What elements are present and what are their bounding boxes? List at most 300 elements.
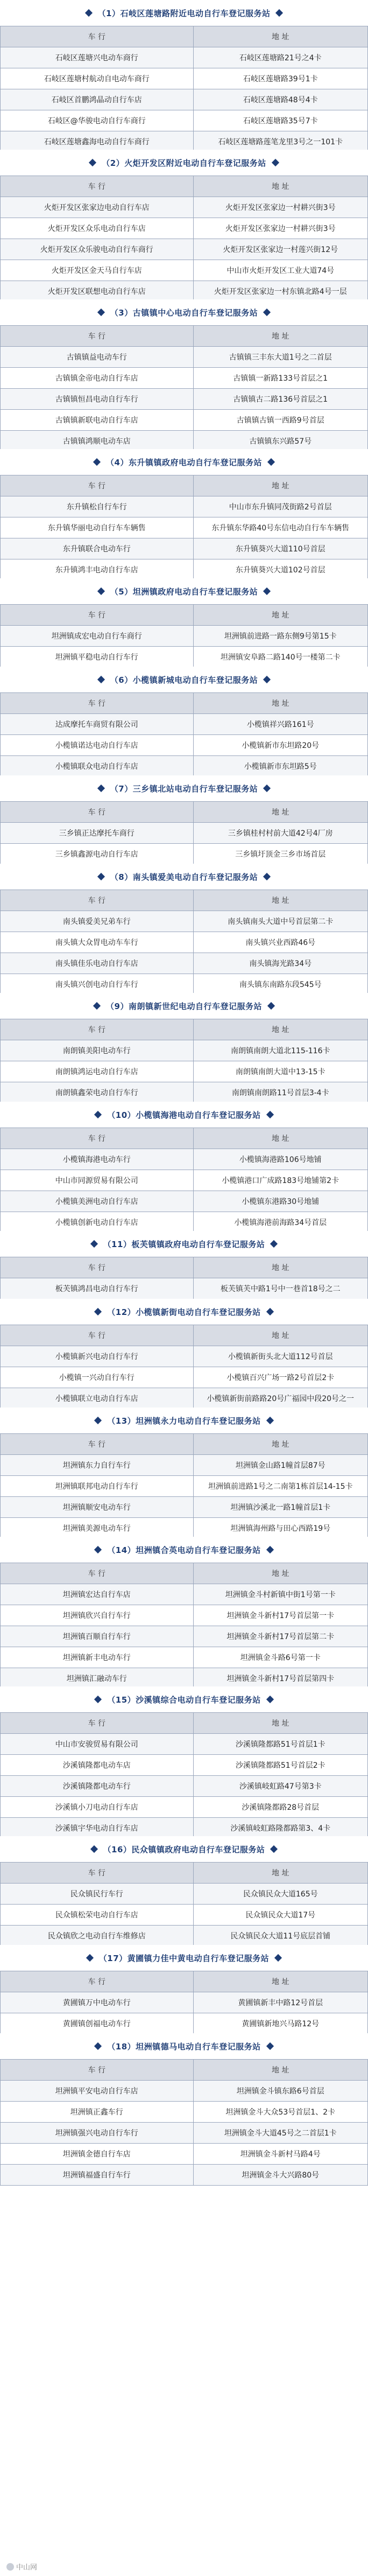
dealer-name: 石岐区@华骏电动自行车商行 [1, 110, 194, 131]
table-row [1, 844, 368, 865]
dealer-name: 南头镇佳乐电动自行车店 [1, 953, 194, 974]
diamond-icon [94, 1111, 102, 1118]
dealer-address: 小榄镇海港前海路34号首层 [193, 1212, 368, 1233]
section-title [0, 449, 368, 475]
table-row [1, 1278, 368, 1299]
section-title-text: （9）南朗镇新世纪电动自行车登记服务站 [106, 1001, 262, 1011]
dealer-name: 火炬开发区金天马自行车店 [1, 260, 194, 281]
dealer-name: 坦洲镇联邦电动自行车行 [1, 1476, 194, 1497]
station-table [0, 325, 368, 452]
table-row [1, 218, 368, 239]
service-station-section [0, 775, 368, 865]
table-row [1, 2081, 368, 2102]
section-title-text: （4）东升镇镇政府电动自行车登记服务站 [106, 457, 262, 467]
table-row [1, 1647, 368, 1668]
dealer-address: 民众镇民众大道11号底层首铺 [193, 1926, 368, 1947]
header-dealer: 车 行 [1, 802, 194, 823]
service-station-section [0, 2033, 368, 2186]
dealer-address: 三乡镇桂村村前大道42号4厂房 [193, 823, 368, 844]
dealer-name: 石岐区首鹏鸿晶动自行车店 [1, 89, 194, 110]
dealer-name: 南朗镇美阳电动车行 [1, 1040, 194, 1061]
dealer-name: 坦洲镇东力自行车行 [1, 1455, 194, 1476]
dealer-name: 民众镇民行车行 [1, 1884, 194, 1905]
dealer-address: 东升镇东华路40号东信电动自行车车辆售 [193, 517, 368, 538]
dealer-name: 坦洲镇顺安电动车行 [1, 1497, 194, 1518]
dealer-name: 石岐区莲塘兴电动车商行 [1, 47, 194, 68]
section-title-text: （11）板芙镇镇政府电动自行车登记服务站 [103, 1239, 265, 1249]
table-row [1, 131, 368, 152]
dealer-address: 黄圃镇新地兴马路12号 [193, 2013, 368, 2034]
dealer-name: 小榄镇一兴动自行车行 [1, 1367, 194, 1388]
dealer-name: 小榄镇联众电动自行车店 [1, 756, 194, 777]
header-dealer: 车 行 [1, 1563, 194, 1584]
table-row [1, 1170, 368, 1191]
service-station-section [0, 1102, 368, 1233]
dealer-address: 古镇镇古镇一西路9号首层 [193, 410, 368, 431]
diamond-icon [263, 676, 271, 683]
station-table [0, 1325, 368, 1409]
table-row [1, 368, 368, 389]
diamond-icon [266, 1417, 274, 1424]
dealer-address: 石岐区莲塘路48号4卡 [193, 89, 368, 110]
table-row [1, 1905, 368, 1926]
dealer-address: 小榄镇百兴广场一路2号首层2卡 [193, 1367, 368, 1388]
table-header-row [1, 1128, 368, 1149]
dealer-address: 沙溪镇岐虹路隆都路第3、4卡 [193, 1818, 368, 1839]
table-row [1, 1776, 368, 1797]
table-header-row [1, 176, 368, 197]
table-row [1, 110, 368, 131]
dealer-address: 小榄镇港口广成路183号地铺第2卡 [193, 1170, 368, 1191]
dealer-address: 坦洲镇安阜路二路140号一楼第二卡 [193, 647, 368, 668]
station-table [0, 890, 368, 995]
table-row [1, 911, 368, 932]
service-station-section [0, 1686, 368, 1839]
header-dealer: 车 行 [1, 475, 194, 496]
dealer-name: 民众镇欣之电动自行车维修店 [1, 1926, 194, 1947]
section-title [0, 578, 368, 604]
dealer-name: 三乡镇正达摩托车商行 [1, 823, 194, 844]
section-title-text: （13）坦洲镇永力电动自行车登记服务站 [107, 1416, 261, 1426]
section-title [0, 0, 368, 26]
diamond-icon [94, 1417, 102, 1424]
header-dealer: 车 行 [1, 1325, 194, 1346]
diamond-icon [90, 1845, 97, 1853]
dealer-address: 南朗镇南朗大道北115-116卡 [193, 1040, 368, 1061]
dealer-address: 小榄镇东港路30号地铺 [193, 1191, 368, 1212]
table-row [1, 756, 368, 777]
header-address: 地 址 [193, 1563, 368, 1584]
dealer-name: 坦洲镇宏达自行车店 [1, 1584, 194, 1605]
section-title-text: （5）坦洲镇政府电动自行车登记服务站 [110, 586, 258, 597]
dealer-address: 古镇镇东兴路57号 [193, 431, 368, 452]
dealer-name: 古镇镇金帝电动自行车店 [1, 368, 194, 389]
header-dealer: 车 行 [1, 176, 194, 197]
table-row [1, 496, 368, 517]
section-title [0, 1686, 368, 1712]
service-station-section [0, 1945, 368, 2034]
station-table [0, 1257, 368, 1299]
table-row [1, 2123, 368, 2144]
dealer-name: 坦洲镇汇融动车行 [1, 1668, 194, 1689]
dealer-name: 黄圃镇万中电动车行 [1, 1992, 194, 2013]
diamond-icon [267, 1002, 275, 1010]
dealer-address: 小榄镇新市东坦路5号 [193, 756, 368, 777]
table-row [1, 2013, 368, 2034]
dealer-name: 石岐区莲塘鑫海电动自行车商行 [1, 131, 194, 152]
table-row [1, 197, 368, 218]
diamond-icon [94, 1308, 102, 1315]
dealer-address: 东升镇葵兴大道102号首层 [193, 559, 368, 580]
table-header-row [1, 26, 368, 47]
station-table [0, 176, 368, 302]
diamond-icon [263, 785, 271, 792]
diamond-icon [97, 873, 105, 880]
dealer-address: 沙溪镇岐虹路47号第3卡 [193, 1776, 368, 1797]
dealer-address: 坦洲镇金斗新村17号首层第二卡 [193, 1626, 368, 1647]
diamond-icon [266, 2042, 274, 2050]
dealer-address: 坦洲镇金斗路6号第一卡 [193, 1647, 368, 1668]
dealer-address: 南头镇海光路34号 [193, 953, 368, 974]
dealer-address: 坦洲镇金斗新村马路4号 [193, 2144, 368, 2165]
diamond-icon [86, 1954, 94, 1962]
service-station-section [0, 1299, 368, 1409]
diamond-icon [263, 309, 271, 316]
dealer-name: 东升镇联合电动车行 [1, 538, 194, 559]
dealer-name: 坦洲镇新丰电动车行 [1, 1647, 194, 1668]
dealer-address: 石岐区莲塘路35号7卡 [193, 110, 368, 131]
table-row [1, 1367, 368, 1388]
table-header-row [1, 693, 368, 714]
dealer-name: 黄圃镇创福电动车行 [1, 2013, 194, 2034]
dealer-name: 古镇镇益电动车行 [1, 347, 194, 368]
table-row [1, 517, 368, 538]
table-row [1, 1476, 368, 1497]
table-row [1, 1626, 368, 1647]
service-station-section [0, 299, 368, 452]
diamond-icon [89, 159, 96, 166]
dealer-address: 坦洲镇金斗大兴路80号 [193, 2165, 368, 2186]
section-title [0, 1102, 368, 1128]
table-row [1, 559, 368, 580]
dealer-address: 南头镇东南路东段545号 [193, 974, 368, 995]
dealer-name: 火炬开发区联想电动自行车店 [1, 281, 194, 302]
header-dealer: 车 行 [1, 1434, 194, 1455]
table-header-row [1, 1257, 368, 1278]
dealer-name: 古镇镇新联电动自行车店 [1, 410, 194, 431]
table-row [1, 2102, 368, 2123]
header-address: 地 址 [193, 802, 368, 823]
dealer-address: 沙溪镇隆都路28号首层 [193, 1797, 368, 1818]
diamond-icon [275, 9, 283, 17]
header-dealer: 车 行 [1, 890, 194, 911]
service-station-section [0, 1408, 368, 1539]
table-row [1, 347, 368, 368]
table-row [1, 2144, 368, 2165]
table-header-row [1, 605, 368, 626]
dealer-name: 东升镇松自行车行 [1, 496, 194, 517]
dealer-address: 三乡镇圩顶金三乡市场首层 [193, 844, 368, 865]
dealer-name: 沙溪镇隆都电动车店 [1, 1755, 194, 1776]
diamond-icon [266, 1111, 274, 1118]
header-dealer: 车 行 [1, 26, 194, 47]
dealer-address: 沙溪镇隆都路51号首层2卡 [193, 1755, 368, 1776]
station-table [0, 26, 368, 152]
section-title [0, 775, 368, 801]
dealer-name: 中山市同源贸易有限公司 [1, 1170, 194, 1191]
dealer-address: 小榄镇海港路106号地铺 [193, 1149, 368, 1170]
table-row [1, 626, 368, 647]
section-title [0, 667, 368, 692]
table-row [1, 1346, 368, 1367]
diamond-icon [263, 873, 271, 880]
dealer-address: 坦洲镇金斗新村17号首层第四卡 [193, 1668, 368, 1689]
table-row [1, 281, 368, 302]
dealer-address: 石岐区莲塘路莲笔龙里3号之一101卡 [193, 131, 368, 152]
table-row [1, 1212, 368, 1233]
dealer-name: 南朗镇鸿运电动自行车店 [1, 1061, 194, 1082]
dealer-name: 坦洲镇百顺自行车行 [1, 1626, 194, 1647]
section-title-text: （16）民众镇镇政府电动自行车登记服务站 [103, 1844, 265, 1854]
section-title-text: （8）南头镇爱美电动自行车登记服务站 [110, 872, 258, 882]
dealer-address: 小榄镇祥兴路161号 [193, 714, 368, 735]
dealer-address: 中山市火炬开发区工业大道74号 [193, 260, 368, 281]
station-table [0, 1563, 368, 1689]
dealer-name: 坦洲镇福盛自行车行 [1, 2165, 194, 2186]
service-station-section [0, 0, 368, 152]
table-header-row [1, 1971, 368, 1992]
section-title [0, 1836, 368, 1862]
dealer-address: 坦洲镇金斗镇东路6号首层 [193, 2081, 368, 2102]
watermark-icon [6, 2563, 14, 2571]
dealer-name: 火炬开发区众乐骏电动自行车商行 [1, 239, 194, 260]
table-row [1, 260, 368, 281]
dealer-address: 南头镇南头大道中号首层第二卡 [193, 911, 368, 932]
dealer-name: 坦洲镇平稳电动自行车行 [1, 647, 194, 668]
dealer-address: 坦洲镇前进路1号之二南第1栋首层14-15卡 [193, 1476, 368, 1497]
dealer-name: 民众镇松荣电动自行车店 [1, 1905, 194, 1926]
dealer-address: 古镇镇三丰东大道1号之二首层 [193, 347, 368, 368]
dealer-name: 南头镇兴创电动自行车行 [1, 974, 194, 995]
dealer-name: 小榄镇新兴电动自行车行 [1, 1346, 194, 1367]
table-row [1, 89, 368, 110]
station-table [0, 1862, 368, 1947]
table-header-row [1, 1863, 368, 1884]
dealer-address: 黄圃镇新丰中路12号首层 [193, 1992, 368, 2013]
table-header-row [1, 326, 368, 347]
table-header-row [1, 1325, 368, 1346]
header-address: 地 址 [193, 2060, 368, 2081]
dealer-address: 小榄镇新市东坦路20号 [193, 735, 368, 756]
watermark [6, 2561, 37, 2572]
service-station-section [0, 864, 368, 995]
diamond-icon [94, 1696, 102, 1703]
table-row [1, 932, 368, 953]
station-table [0, 1712, 368, 1839]
dealer-name: 小榄镇海港电动车行 [1, 1149, 194, 1170]
table-row [1, 538, 368, 559]
dealer-name: 中山市安骏贸易有限公司 [1, 1734, 194, 1755]
dealer-address: 小榄镇新街前路路20号广福园中段20号之一 [193, 1388, 368, 1409]
table-header-row [1, 2060, 368, 2081]
dealer-address: 石岐区莲塘路39号1卡 [193, 68, 368, 89]
dealer-name: 小榄镇联立电动自行车店 [1, 1388, 194, 1409]
section-title [0, 1945, 368, 1971]
station-table [0, 1971, 368, 2034]
table-row [1, 735, 368, 756]
dealer-name: 板芙镇鸿昌电动自行车行 [1, 1278, 194, 1299]
dealer-name: 南朗镇鑫荣电动自行车行 [1, 1082, 194, 1103]
dealer-name: 坦洲镇欣兴自行车行 [1, 1605, 194, 1626]
header-address: 地 址 [193, 890, 368, 911]
service-station-section [0, 1537, 368, 1689]
section-title-text: （14）坦洲镇合英电动自行车登记服务站 [107, 1545, 261, 1555]
section-title-text: （3）古镇镇中心电动自行车登记服务站 [110, 307, 258, 318]
section-title [0, 2033, 368, 2059]
service-station-section [0, 667, 368, 777]
diamond-icon [274, 1954, 282, 1962]
diamond-icon [272, 159, 279, 166]
table-row [1, 239, 368, 260]
section-title-text: （17）黄圃镇力佳中黄电动自行车登记服务站 [98, 1953, 270, 1963]
dealer-name: 小榄镇美洲电动自行车店 [1, 1191, 194, 1212]
table-row [1, 1191, 368, 1212]
table-row [1, 974, 368, 995]
table-row [1, 1926, 368, 1947]
diamond-icon [94, 2042, 102, 2050]
table-row [1, 1082, 368, 1103]
diamond-icon [90, 1240, 97, 1248]
diamond-icon [266, 1308, 274, 1315]
table-row [1, 1040, 368, 1061]
dealer-address: 火炬开发区张家边一村耕兴街3号 [193, 218, 368, 239]
diamond-icon [93, 458, 101, 466]
section-title-text: （15）沙溪镇综合电动自行车登记服务站 [107, 1695, 261, 1705]
diamond-icon [97, 309, 105, 316]
station-table [0, 1019, 368, 1103]
table-row [1, 1061, 368, 1082]
diamond-icon [270, 1240, 278, 1248]
dealer-name: 火炬开发区张家边电动自行车店 [1, 197, 194, 218]
table-row [1, 431, 368, 452]
service-station-section [0, 449, 368, 580]
dealer-address: 坦洲镇金斗新村17号首层第一卡 [193, 1605, 368, 1626]
station-table [0, 801, 368, 865]
table-header-row [1, 1713, 368, 1734]
header-dealer: 车 行 [1, 1019, 194, 1040]
station-table [0, 2059, 368, 2186]
diamond-icon [94, 1546, 102, 1553]
table-row [1, 1992, 368, 2013]
dealer-address: 南头镇兴业西路46号 [193, 932, 368, 953]
section-title [0, 1231, 368, 1257]
section-title [0, 864, 368, 890]
header-dealer: 车 行 [1, 326, 194, 347]
header-address: 地 址 [193, 475, 368, 496]
dealer-address: 坦洲镇金山路1幢首层87号 [193, 1455, 368, 1476]
watermark-text: 中山网 [16, 2564, 38, 2572]
table-row [1, 1818, 368, 1839]
header-address: 地 址 [193, 1019, 368, 1040]
dealer-address: 民众镇民众大道17号 [193, 1905, 368, 1926]
table-row [1, 1388, 368, 1409]
dealer-name: 小榄镇诺达电动自行车店 [1, 735, 194, 756]
section-title [0, 1408, 368, 1433]
section-title [0, 150, 368, 176]
header-address: 地 址 [193, 26, 368, 47]
dealer-address: 东升镇葵兴大道110号首层 [193, 538, 368, 559]
dealer-address: 坦洲镇前进路一路东侧9号第15卡 [193, 626, 368, 647]
dealer-address: 坦洲镇海州路与田心西路19号 [193, 1518, 368, 1539]
service-station-section [0, 578, 368, 668]
section-title [0, 299, 368, 325]
station-table [0, 604, 368, 668]
dealer-name: 坦洲镇平安电动自行车店 [1, 2081, 194, 2102]
header-address: 地 址 [193, 1971, 368, 1992]
header-dealer: 车 行 [1, 2060, 194, 2081]
section-title-text: （2）火炬开发区附近电动自行车登记服务站 [102, 158, 266, 168]
table-header-row [1, 802, 368, 823]
header-address: 地 址 [193, 1257, 368, 1278]
table-row [1, 68, 368, 89]
table-row [1, 410, 368, 431]
dealer-address: 小榄镇新街头北大道112号首层 [193, 1346, 368, 1367]
table-row [1, 1497, 368, 1518]
table-row [1, 47, 368, 68]
table-row [1, 1584, 368, 1605]
table-header-row [1, 1434, 368, 1455]
dealer-address: 火炬开发区张家边一村东镇北路4号一层 [193, 281, 368, 302]
header-dealer: 车 行 [1, 1128, 194, 1149]
dealer-address: 坦洲镇金斗大众53号首层1、2卡 [193, 2102, 368, 2123]
table-row [1, 714, 368, 735]
header-address: 地 址 [193, 693, 368, 714]
dealer-name: 南头镇爱美兄弟车行 [1, 911, 194, 932]
header-address: 地 址 [193, 1713, 368, 1734]
dealer-name: 坦洲镇美源电动车行 [1, 1518, 194, 1539]
table-row [1, 389, 368, 410]
header-dealer: 车 行 [1, 1257, 194, 1278]
table-header-row [1, 1563, 368, 1584]
dealer-address: 坦洲镇沙溪北一路1幢首层1卡 [193, 1497, 368, 1518]
section-title [0, 1537, 368, 1563]
header-address: 地 址 [193, 1434, 368, 1455]
table-header-row [1, 890, 368, 911]
header-address: 地 址 [193, 176, 368, 197]
dealer-address: 中山市东升镇同茂街路2号首层 [193, 496, 368, 517]
table-row [1, 953, 368, 974]
diamond-icon [93, 1002, 101, 1010]
section-title-text: （12）小榄镇新街电动自行车登记服务站 [107, 1307, 261, 1317]
section-title-text: （1）石岐区莲塘路附近电动自行车登记服务站 [97, 8, 271, 18]
header-dealer: 车 行 [1, 693, 194, 714]
header-address: 地 址 [193, 1863, 368, 1884]
table-row [1, 1455, 368, 1476]
table-row [1, 1884, 368, 1905]
dealer-name: 石岐区莲塘村航动自电动车商行 [1, 68, 194, 89]
diamond-icon [97, 676, 105, 683]
diamond-icon [266, 1546, 274, 1553]
table-row [1, 1668, 368, 1689]
diamond-icon [266, 1696, 274, 1703]
dealer-name: 古镇镇鸿顺电动车店 [1, 431, 194, 452]
dealer-address: 南朗镇南朗路11号首层3-4卡 [193, 1082, 368, 1103]
dealer-address: 板芙镇芙中路1号中一巷首18号之二 [193, 1278, 368, 1299]
section-title-text: （10）小榄镇海港电动自行车登记服务站 [107, 1110, 261, 1120]
dealer-name: 沙溪镇隆都电动车行 [1, 1776, 194, 1797]
dealer-name: 古镇镇恒昌电动自行车行 [1, 389, 194, 410]
section-title-text: （6）小榄镇新城电动自行车登记服务站 [110, 675, 258, 685]
